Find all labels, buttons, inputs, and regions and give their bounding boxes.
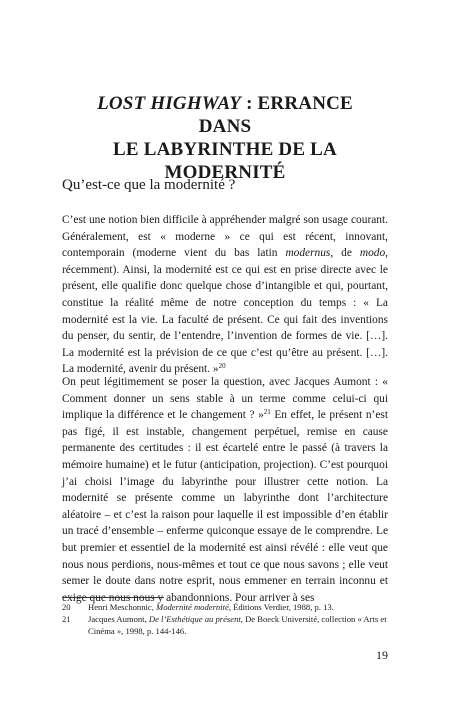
footnote-20: [62, 601, 388, 613]
fn20-italic: Modernité modernité: [156, 602, 229, 612]
footnote-21: [62, 613, 388, 637]
footnote-divider: [62, 597, 164, 598]
footnote-number: 20: [62, 602, 71, 612]
p1-italic-1: modernus: [285, 247, 331, 260]
fn20-text-1: Henri Meschonnic,: [88, 602, 157, 612]
fn21-text-1: Jacques Aumont,: [88, 614, 149, 624]
paragraph-1: [62, 212, 388, 378]
section-heading: Qu’est-ce que la modernité ?: [62, 177, 236, 193]
p2-text-1: On peut légitimement se poser la question, avec Jacques Aumont : « Comment donner un sens stable à un terme comme celui-ci qui implique la différence et le changement ? »: [62, 376, 388, 422]
p2-text-2: En effet, le présent n’est pas figé, il est instable, changement perpétuel, remise en cause permanente des certitudes : il est écartelé entre le passé (à travers la mémoire humaine) et le futur (anticipation, projection). C’est pourquoi j’ai choisi l’image du labyrinthe pour illustrer cette notion. La modernité se présente comme un labyrinthe dont l’architecture aléatoire – et c’est la raison pour laquelle il est impossible d’en établir un tracé d’ensemble – enferme quiconque essaye de le comprendre. Le but premier et essentiel de la modernité est ainsi révélé : elle veut que nous nous perdions, nous-mêmes et tout ce que nous savons ; elle veut semer le doute dans notre esprit, nous emmener en terrain inconnu et exige que nous nous y abandonnions. Pour arriver à ses: [62, 409, 388, 604]
p1-text-1: C’est une notion bien difficile à appréhender malgré son usage courant. Généralement, est « moderne » ce qui est récent, innovant, contemporain (moderne vient du bas latin: [62, 214, 388, 260]
fn20-text-2: , Éditions Verdier, 1988, p. 13.: [228, 602, 334, 612]
footnote-number: 21: [62, 614, 71, 624]
footnote-ref-21: 21: [263, 408, 271, 417]
p1-italic-2: modo: [359, 247, 386, 260]
title-film-name: LOST HIGHWAY: [97, 93, 242, 114]
footnotes: [62, 601, 388, 637]
fn21-italic: De l’Esthétique au présent: [148, 614, 241, 624]
fn21-text-2: , De Boeck Université, collection « Arts et Cinéma », 1998, p. 144-146.: [88, 614, 387, 636]
title-line-2: LE LABYRINTHE DE LA: [113, 139, 337, 160]
page-number: 19: [376, 648, 388, 662]
p1-text-2: , de: [330, 247, 360, 260]
title-line-3: MODERNITÉ: [164, 162, 286, 183]
chapter-title: [70, 92, 380, 184]
footnote-text: [88, 601, 388, 613]
paragraph-2: [62, 374, 388, 606]
footnote-ref-20: 20: [218, 362, 226, 371]
title-line-1-rest: : ERRANCE DANS: [198, 93, 353, 137]
footnote-text: [88, 613, 388, 637]
p1-text-3: , récemment). Ainsi, la modernité est ce qui est en prise directe avec le présent, elle qualifie donc quelque chose d’intangible et qui, pourtant, constitue la réalité même de notre conception du temps : « La modernité est la vie. La faculté de présent. Ce qui fait des inventions du penser, du sentir, de l’entendre, l’invention de formes de vie. […]. La modernité est la prévision de ce que c’est qu’être au présent. […]. La modernité, avenir du présent. »: [62, 247, 389, 376]
